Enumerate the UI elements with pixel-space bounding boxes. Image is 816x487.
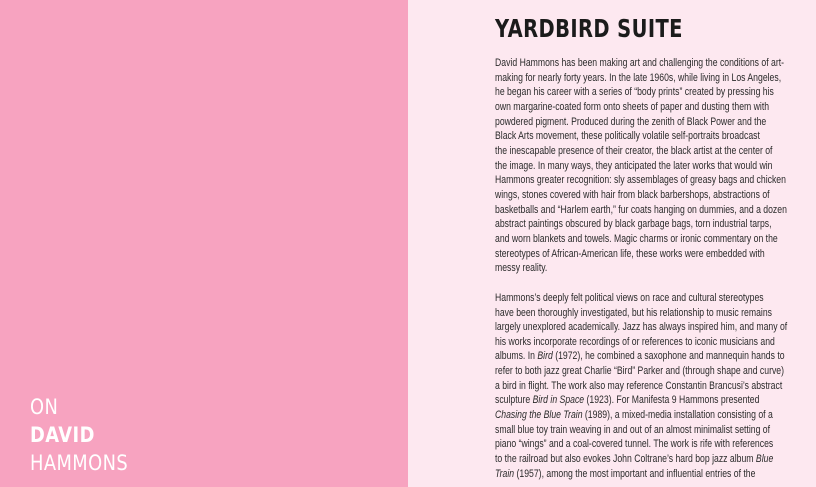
text-line: his works incorporate recordings of or references to iconic musicians and [495, 335, 775, 348]
text-line: have been thoroughly investigated, but his relationship to music remains [495, 306, 772, 319]
text-line: abstract paintings obscured by black garbage bags, torn industrial tarps, [495, 218, 772, 231]
right-page [408, 0, 816, 487]
text-line: wings, stones covered with hair from black barbershops, abstractions of [495, 188, 770, 201]
text-line [495, 467, 789, 482]
text-line: he began his career with a series of “body prints” created by pressing his [495, 86, 774, 99]
work-title-bird: Bird [537, 350, 553, 363]
text-run: (1989), a mixed-media installation consisting of a [582, 409, 773, 422]
text-line: Hammons’s deeply felt political views on race and cultural stereotypes [495, 291, 764, 304]
text-line: and worn blankets and towels. Magic charms or ironic commentary on the [495, 232, 778, 245]
series-title [30, 393, 128, 477]
paragraph-1 [495, 56, 789, 276]
text-line [495, 393, 789, 408]
work-title-chasing-the-blue-train: Chasing the Blue Train [495, 409, 583, 422]
text-run: (1957), among the most important and influential entries of the [514, 467, 756, 480]
text-line: the inescapable presence of their creator, the black artist at the center of [495, 144, 773, 157]
text-line: stereotypes of African-American life, these works were embedded with [495, 247, 765, 260]
article-body [495, 56, 789, 487]
text-line: piano “wings” and a coal-covered tunnel. The work is rife with references [495, 438, 774, 451]
text-line: powdered pigment. Produced during the zenith of Black Power and the [495, 115, 767, 128]
series-line-hammons: HAMMONS [30, 451, 129, 475]
text-line: the image. In many ways, they anticipated the later works that would win [495, 159, 773, 172]
text-line: basketballs and “Harlem earth,” fur coats hanging on dummies, and a dozen [495, 203, 787, 216]
text-line: own margarine-coated form onto sheets of paper and dusting them with [495, 100, 770, 113]
paragraph-2 [495, 291, 789, 482]
text-line: making for nearly forty years. In the late 1960s, while living in Los Angeles, [495, 71, 782, 84]
text-run: albums. In [495, 350, 538, 363]
text-line: Black Arts movement, these politically volatile self-portraits broadcast [495, 130, 760, 143]
text-run: to the railroad but also evokes John Coltrane’s hard bop jazz album [495, 453, 756, 466]
work-title-bird-in-space: Bird in Space [532, 394, 585, 407]
text-line [495, 349, 789, 364]
text-line: David Hammons has been making art and challenging the conditions of art- [495, 57, 785, 69]
text-run: (1972), he combined a saxophone and mannequin hands to [552, 350, 785, 363]
text-line: small blue toy train weaving in and out of an almost minimalist setting of [495, 423, 771, 436]
series-line-david: DAVID [30, 423, 95, 447]
text-line: messy reality. [495, 262, 548, 275]
article-title: YARDBIRD SUITE [495, 14, 683, 43]
text-line: largely unexplored academically. Jazz has always inspired him, and many of [495, 321, 788, 334]
text-run: sculpture [495, 394, 533, 407]
text-line [495, 408, 789, 423]
series-line-on: ON [30, 395, 59, 419]
album-title-train: Train [495, 467, 515, 480]
text-run: (1923). For Manifesta 9 Hammons presented [584, 394, 760, 407]
text-line: a bird in flight. The work also may reference Constantin Brancusi’s abstract [495, 379, 783, 392]
text-line: refer to both jazz great Charlie “Bird” Parker and (through shape and curve) [495, 365, 785, 378]
text-line [495, 452, 789, 467]
album-title-blue: Blue [755, 453, 774, 466]
text-line: Hammons greater recognition: sly assemblages of greasy bags and chicken [495, 174, 786, 187]
